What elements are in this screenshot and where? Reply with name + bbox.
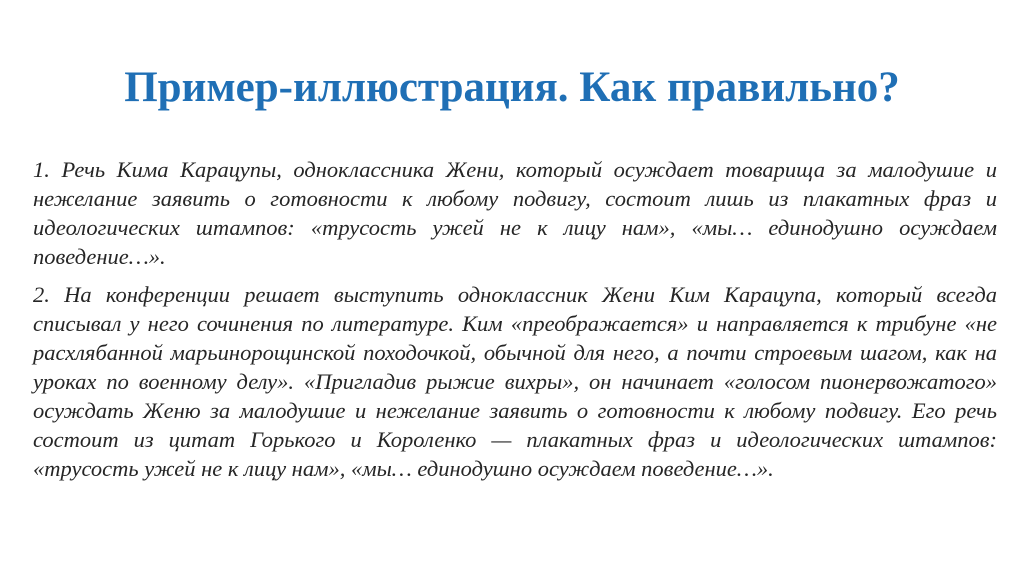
slide-title: Пример-иллюстрация. Как правильно? bbox=[124, 64, 900, 111]
slide-body bbox=[33, 155, 997, 483]
paragraph-1: 1. Речь Кима Карацупы, одноклассника Жени, который осуждает товарища за малодушие и нежелание заявить о готовности к любому подвигу, состоит лишь из плакатных фраз и идеологических штампов: «трусость ужей не к лицу нам», «мы… единодушно осуждаем поведение…». bbox=[33, 157, 997, 269]
paragraph-2: 2. На конференции решает выступить одноклассник Жени Ким Карацупа, который всегда списывал у него сочинения по литературе. Ким «преображается» и направляется к трибуне «не расхлябанной марьинорощинской походочкой, обычной для него, а почти строевым шагом, как на уроках по военному делу». «Пригладив рыжие вихры», он начинает «голосом пионервожатого» осуждать Женю за малодушие и нежелание заявить о готовности к любому подвигу. Его речь состоит из цитат Горького и Короленко — плакатных фраз и идеологических штампов: «трусость ужей не к лицу нам», «мы… единодушно осуждаем поведение…». bbox=[33, 282, 997, 481]
